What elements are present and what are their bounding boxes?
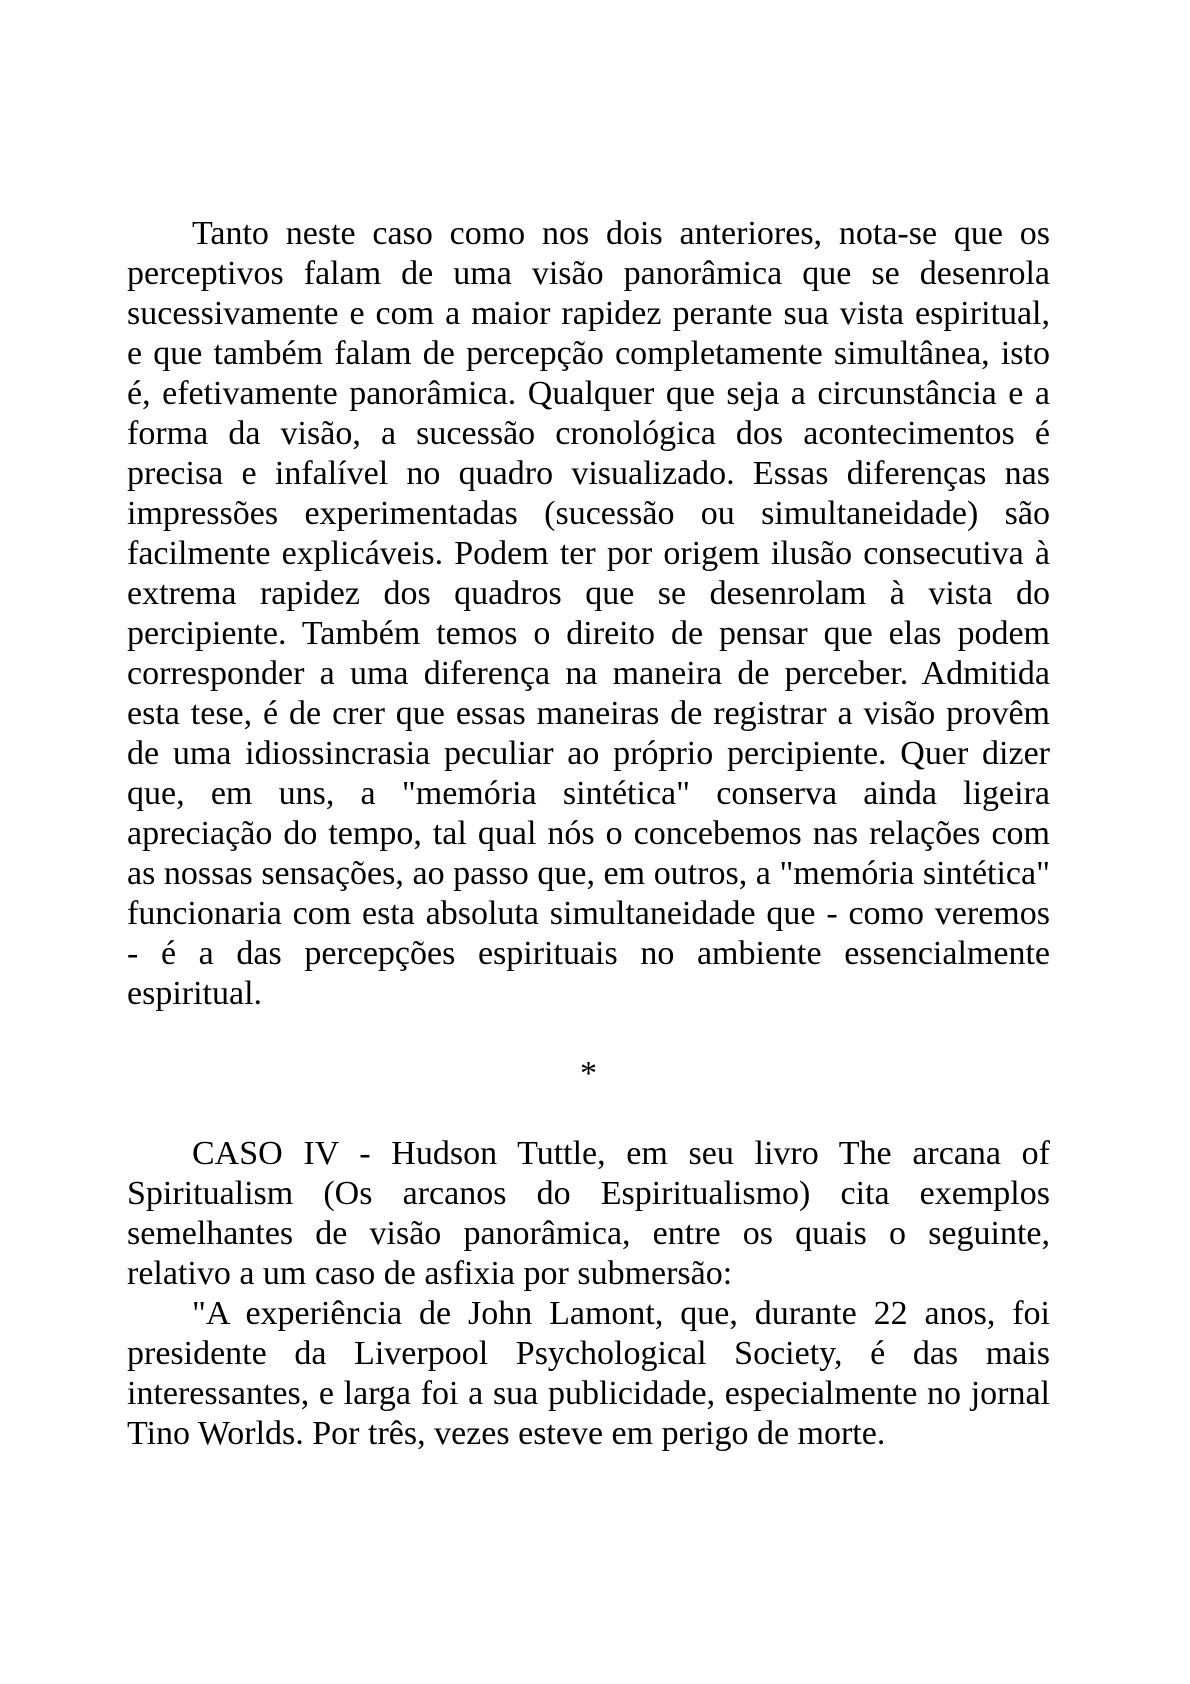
paragraph-lamont-quote: "A experiência de John Lamont, que, durante 22 anos, foi presidente da Liverpool Psychological Society, é das mais interessantes, e larga foi a sua publicidade, especialmente no jornal Tino Worlds. Por três, vezes esteve em perigo de morte.	[127, 1295, 1050, 1452]
paragraph-case-discussion: Tanto neste caso como nos dois anteriores, nota-se que os perceptivos falam de uma visão panorâmica que se desenrola sucessivamente e com a maior rapidez perante sua vista espiritual, e que também falam de percepção completamente simultânea, isto é, efetivamente panorâmica. Qualquer que seja a circunstância e a forma da visão, a sucessão cronológica dos acontecimentos é precisa e infalível no quadro visualizado. Essas diferenças nas impressões experimentadas (sucessão ou simultaneidade) são facilmente explicáveis. Podem ter por origem ilusão consecutiva à extrema rapidez dos quadros que se desenrolam à vista do percipiente. Também temos o direito de pensar que elas podem corresponder a uma diferença na maneira de perceber. Admitida esta tese, é de crer que essas maneiras de registrar a visão provêm de uma idiossincrasia peculiar ao próprio percipiente. Quer dizer que, em uns, a "memória sintética" conserva ainda ligeira apreciação do tempo, tal qual nós o concebemos nas relações com as nossas sensações, ao passo que, em outros, a "memória sintética" funcionaria com esta absoluta simultaneidade que - como veremos - é a das percepções espirituais no ambiente essencialmente espiritual.	[127, 215, 1050, 1012]
page-text-block	[127, 214, 1050, 1454]
paragraph-caso-iv: CASO IV - Hudson Tuttle, em seu livro The arcana of Spiritualism (Os arcanos do Espiritualismo) cita exemplos semelhantes de visão panorâmica, entre os quais o seguinte, relativo a um caso de asfixia por submersão:	[127, 1135, 1050, 1292]
section-separator-asterisk: *	[580, 1055, 597, 1092]
